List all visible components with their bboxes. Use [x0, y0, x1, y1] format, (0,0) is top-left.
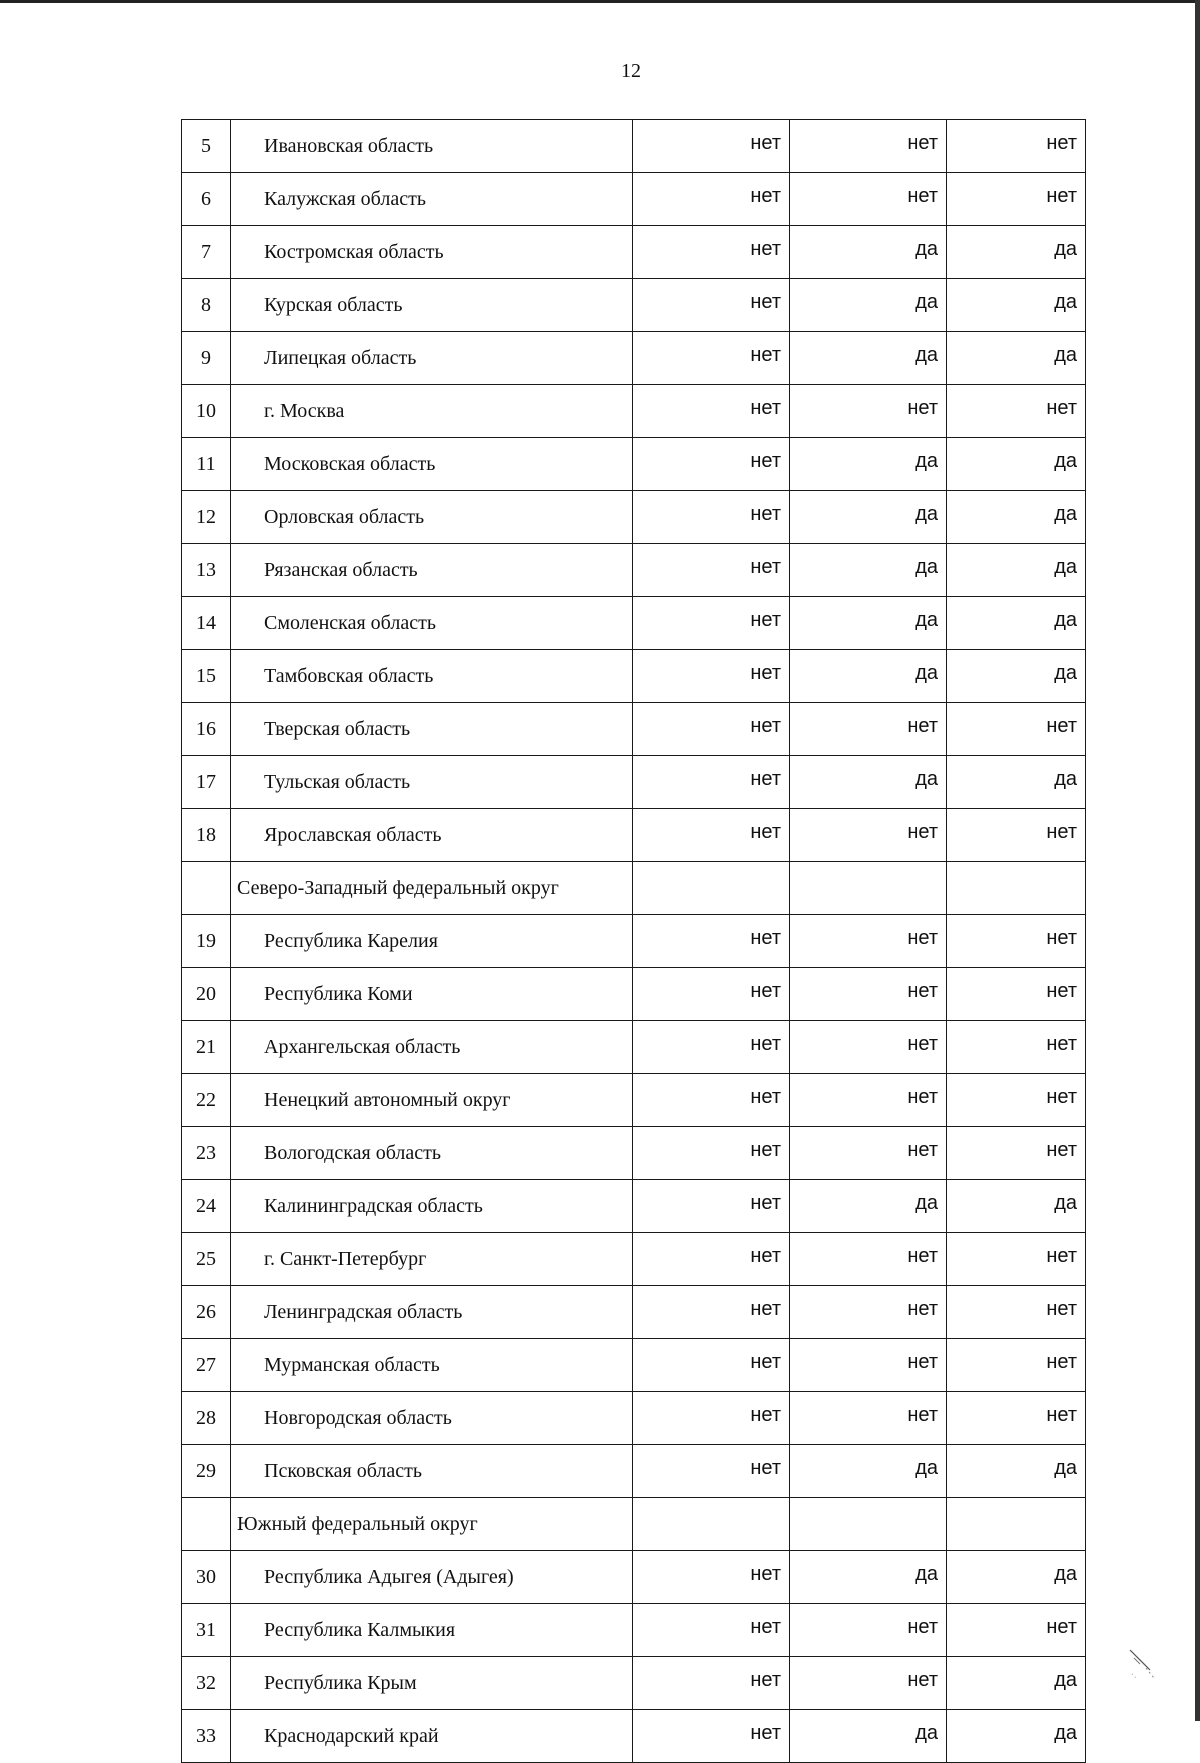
value-column-2: да	[790, 756, 947, 809]
value-column-1: нет	[633, 1710, 790, 1763]
regions-table	[181, 119, 1086, 1763]
value-column-2: нет	[790, 1233, 947, 1286]
value-column-1	[633, 1498, 790, 1551]
row-number: 5	[182, 120, 231, 173]
region-name: Вологодская область	[231, 1127, 633, 1180]
value-column-3: нет	[947, 1021, 1086, 1074]
value-column-3: нет	[947, 703, 1086, 756]
value-column-3: да	[947, 226, 1086, 279]
value-column-3: да	[947, 1710, 1086, 1763]
row-number: 23	[182, 1127, 231, 1180]
value-column-2: нет	[790, 1021, 947, 1074]
table-row	[182, 650, 1086, 703]
table-row	[182, 1392, 1086, 1445]
district-header-row	[182, 1498, 1086, 1551]
value-column-1: нет	[633, 915, 790, 968]
scan-artifact-mark	[1128, 1648, 1158, 1684]
row-number	[182, 1498, 231, 1551]
table-row	[182, 120, 1086, 173]
value-column-1: нет	[633, 1551, 790, 1604]
region-name: Ленинградская область	[231, 1286, 633, 1339]
value-column-3: нет	[947, 1286, 1086, 1339]
value-column-2: да	[790, 279, 947, 332]
value-column-1: нет	[633, 1339, 790, 1392]
region-name: Костромская область	[231, 226, 633, 279]
value-column-1: нет	[633, 226, 790, 279]
value-column-2: нет	[790, 809, 947, 862]
value-column-3: да	[947, 491, 1086, 544]
row-number: 17	[182, 756, 231, 809]
region-name: Тамбовская область	[231, 650, 633, 703]
value-column-3: да	[947, 597, 1086, 650]
value-column-2: нет	[790, 173, 947, 226]
value-column-3: да	[947, 1551, 1086, 1604]
row-number: 24	[182, 1180, 231, 1233]
table-row	[182, 1710, 1086, 1763]
value-column-2: да	[790, 1180, 947, 1233]
value-column-3: нет	[947, 1339, 1086, 1392]
value-column-1	[633, 862, 790, 915]
value-column-3: нет	[947, 968, 1086, 1021]
row-number: 21	[182, 1021, 231, 1074]
value-column-2: нет	[790, 1657, 947, 1710]
table-row	[182, 332, 1086, 385]
value-column-2: да	[790, 1551, 947, 1604]
table-row	[182, 1180, 1086, 1233]
region-name: Калининградская область	[231, 1180, 633, 1233]
district-name: Северо-Западный федеральный округ	[231, 862, 633, 915]
table-row	[182, 279, 1086, 332]
value-column-2: нет	[790, 968, 947, 1021]
value-column-1: нет	[633, 120, 790, 173]
value-column-2: да	[790, 1445, 947, 1498]
value-column-2	[790, 862, 947, 915]
row-number: 12	[182, 491, 231, 544]
value-column-3: да	[947, 756, 1086, 809]
region-name: Республика Калмыкия	[231, 1604, 633, 1657]
region-name: Мурманская область	[231, 1339, 633, 1392]
row-number: 13	[182, 544, 231, 597]
table-row	[182, 173, 1086, 226]
value-column-3: нет	[947, 915, 1086, 968]
value-column-3: нет	[947, 1233, 1086, 1286]
value-column-2: нет	[790, 1339, 947, 1392]
row-number: 20	[182, 968, 231, 1021]
region-name: Курская область	[231, 279, 633, 332]
table-row	[182, 809, 1086, 862]
table-row	[182, 1339, 1086, 1392]
value-column-1: нет	[633, 703, 790, 756]
table-row	[182, 491, 1086, 544]
row-number: 19	[182, 915, 231, 968]
row-number: 8	[182, 279, 231, 332]
value-column-1: нет	[633, 332, 790, 385]
value-column-2: нет	[790, 1286, 947, 1339]
row-number: 9	[182, 332, 231, 385]
value-column-1: нет	[633, 385, 790, 438]
value-column-1: нет	[633, 1392, 790, 1445]
table-row	[182, 1657, 1086, 1710]
value-column-3: да	[947, 279, 1086, 332]
region-name: Псковская область	[231, 1445, 633, 1498]
value-column-3: да	[947, 650, 1086, 703]
table-row	[182, 385, 1086, 438]
region-name: Орловская область	[231, 491, 633, 544]
table-row	[182, 1074, 1086, 1127]
region-name: Смоленская область	[231, 597, 633, 650]
value-column-3: да	[947, 438, 1086, 491]
table-row	[182, 703, 1086, 756]
value-column-3	[947, 1498, 1086, 1551]
value-column-1: нет	[633, 650, 790, 703]
region-name: Новгородская область	[231, 1392, 633, 1445]
table-row	[182, 1021, 1086, 1074]
row-number: 18	[182, 809, 231, 862]
value-column-2: да	[790, 332, 947, 385]
table-row	[182, 597, 1086, 650]
value-column-2: да	[790, 650, 947, 703]
region-name: Тверская область	[231, 703, 633, 756]
region-name: Ненецкий автономный округ	[231, 1074, 633, 1127]
region-name: Республика Адыгея (Адыгея)	[231, 1551, 633, 1604]
row-number: 28	[182, 1392, 231, 1445]
region-name: Ярославская область	[231, 809, 633, 862]
value-column-1: нет	[633, 173, 790, 226]
row-number: 22	[182, 1074, 231, 1127]
value-column-1: нет	[633, 809, 790, 862]
value-column-1: нет	[633, 279, 790, 332]
value-column-3: нет	[947, 120, 1086, 173]
row-number: 32	[182, 1657, 231, 1710]
value-column-2: нет	[790, 915, 947, 968]
value-column-2	[790, 1498, 947, 1551]
regions-table-body	[182, 120, 1086, 1763]
value-column-2: нет	[790, 703, 947, 756]
value-column-1: нет	[633, 491, 790, 544]
table-row	[182, 544, 1086, 597]
region-name: Республика Карелия	[231, 915, 633, 968]
value-column-1: нет	[633, 597, 790, 650]
scan-top-edge	[0, 0, 1200, 3]
row-number: 11	[182, 438, 231, 491]
value-column-2: да	[790, 438, 947, 491]
value-column-1: нет	[633, 1021, 790, 1074]
row-number	[182, 862, 231, 915]
region-name: Краснодарский край	[231, 1710, 633, 1763]
table-row	[182, 915, 1086, 968]
value-column-2: нет	[790, 1392, 947, 1445]
value-column-1: нет	[633, 1233, 790, 1286]
value-column-1: нет	[633, 1127, 790, 1180]
value-column-2: нет	[790, 120, 947, 173]
region-name: Тульская область	[231, 756, 633, 809]
row-number: 15	[182, 650, 231, 703]
value-column-3: нет	[947, 385, 1086, 438]
row-number: 25	[182, 1233, 231, 1286]
value-column-2: да	[790, 544, 947, 597]
table-row	[182, 1127, 1086, 1180]
table-row	[182, 1604, 1086, 1657]
value-column-3: да	[947, 1657, 1086, 1710]
value-column-1: нет	[633, 756, 790, 809]
value-column-3: да	[947, 544, 1086, 597]
value-column-3: да	[947, 1445, 1086, 1498]
row-number: 29	[182, 1445, 231, 1498]
value-column-2: нет	[790, 1127, 947, 1180]
table-row	[182, 1233, 1086, 1286]
value-column-1: нет	[633, 1657, 790, 1710]
table-row	[182, 1445, 1086, 1498]
row-number: 30	[182, 1551, 231, 1604]
region-name: Ивановская область	[231, 120, 633, 173]
value-column-2: да	[790, 1710, 947, 1763]
district-name: Южный федеральный округ	[231, 1498, 633, 1551]
row-number: 10	[182, 385, 231, 438]
value-column-1: нет	[633, 544, 790, 597]
scan-right-edge	[1195, 0, 1200, 1721]
row-number: 6	[182, 173, 231, 226]
region-name: Архангельская область	[231, 1021, 633, 1074]
row-number: 7	[182, 226, 231, 279]
row-number: 33	[182, 1710, 231, 1763]
value-column-2: нет	[790, 1074, 947, 1127]
row-number: 16	[182, 703, 231, 756]
table-row	[182, 968, 1086, 1021]
value-column-3: нет	[947, 1127, 1086, 1180]
value-column-2: нет	[790, 385, 947, 438]
value-column-1: нет	[633, 1286, 790, 1339]
table-row	[182, 438, 1086, 491]
region-name: Калужская область	[231, 173, 633, 226]
value-column-1: нет	[633, 1445, 790, 1498]
value-column-2: да	[790, 491, 947, 544]
table-row	[182, 226, 1086, 279]
value-column-1: нет	[633, 1180, 790, 1233]
page-number: 12	[621, 60, 641, 82]
table-row	[182, 1551, 1086, 1604]
value-column-3: нет	[947, 809, 1086, 862]
district-header-row	[182, 862, 1086, 915]
value-column-3: да	[947, 1180, 1086, 1233]
value-column-3: нет	[947, 1604, 1086, 1657]
value-column-1: нет	[633, 1604, 790, 1657]
region-name: г. Москва	[231, 385, 633, 438]
value-column-2: да	[790, 226, 947, 279]
region-name: Московская область	[231, 438, 633, 491]
value-column-3: да	[947, 332, 1086, 385]
value-column-3: нет	[947, 1392, 1086, 1445]
value-column-3	[947, 862, 1086, 915]
value-column-2: нет	[790, 1604, 947, 1657]
table-row	[182, 1286, 1086, 1339]
table-row	[182, 756, 1086, 809]
value-column-1: нет	[633, 968, 790, 1021]
region-name: Республика Коми	[231, 968, 633, 1021]
row-number: 31	[182, 1604, 231, 1657]
value-column-1: нет	[633, 438, 790, 491]
value-column-1: нет	[633, 1074, 790, 1127]
row-number: 27	[182, 1339, 231, 1392]
region-name: г. Санкт-Петербург	[231, 1233, 633, 1286]
row-number: 14	[182, 597, 231, 650]
value-column-3: нет	[947, 173, 1086, 226]
row-number: 26	[182, 1286, 231, 1339]
region-name: Республика Крым	[231, 1657, 633, 1710]
region-name: Липецкая область	[231, 332, 633, 385]
value-column-3: нет	[947, 1074, 1086, 1127]
value-column-2: да	[790, 597, 947, 650]
region-name: Рязанская область	[231, 544, 633, 597]
